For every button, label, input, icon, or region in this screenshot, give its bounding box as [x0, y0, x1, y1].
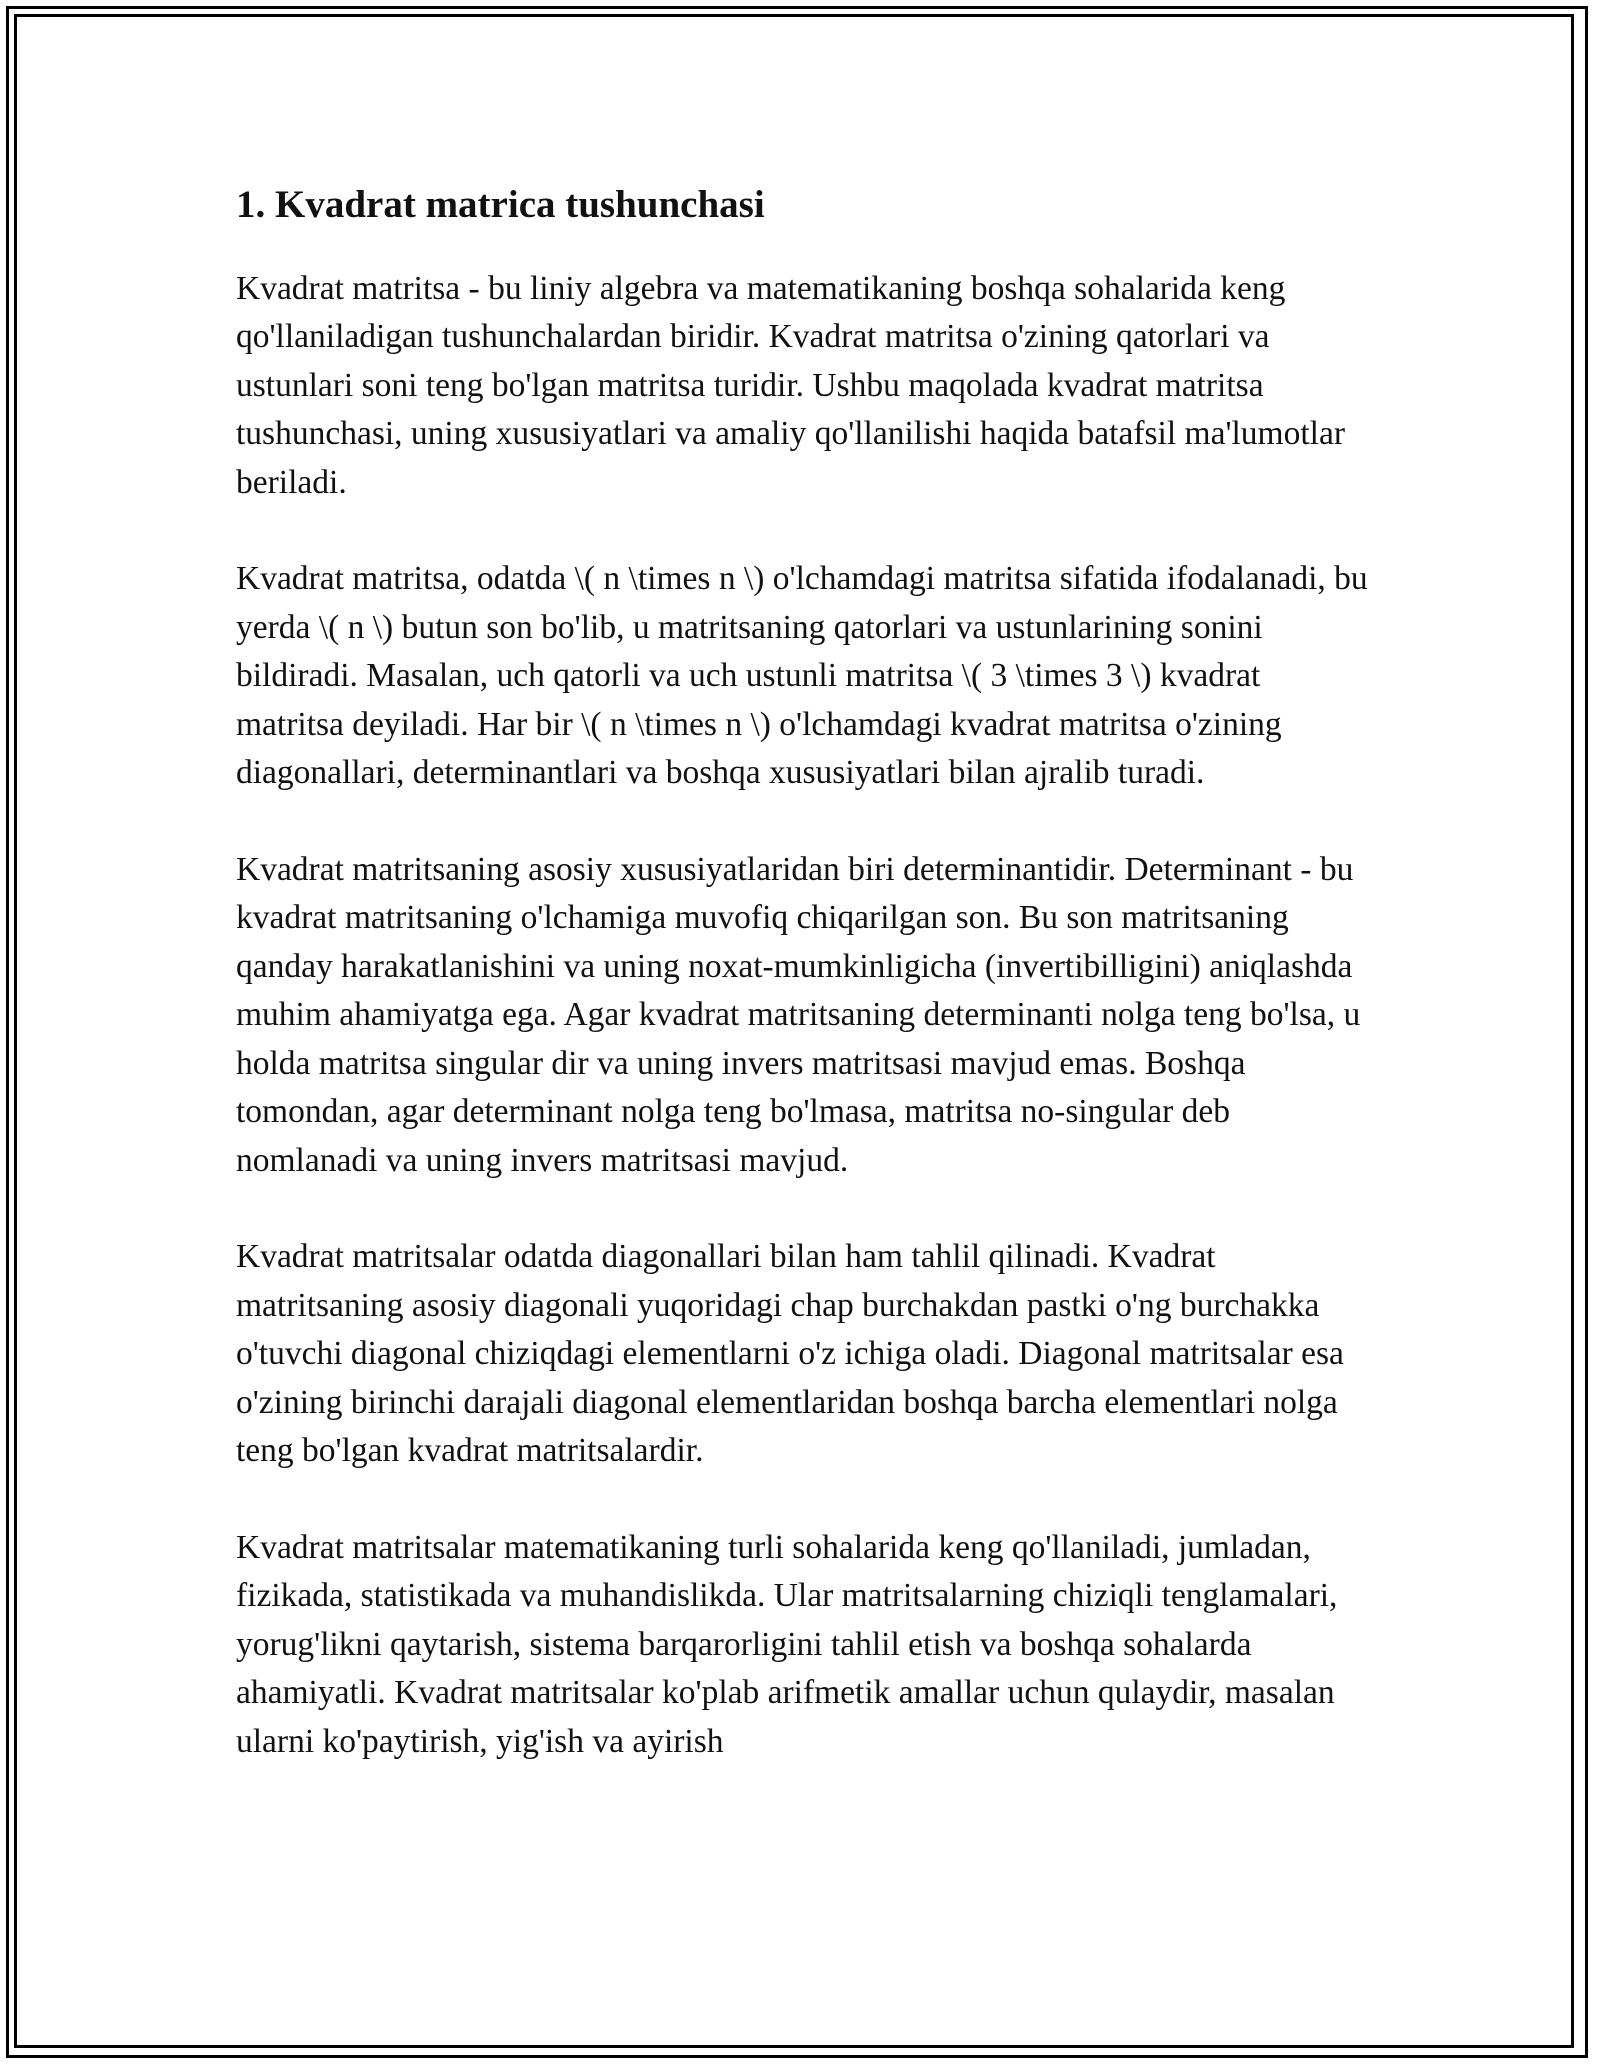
- page-title: 1. Kvadrat matrica tushunchasi: [236, 183, 765, 226]
- paragraph-determinant: Kvadrat matritsaning asosiy xususiyatlaridan biri determinantidir. Determinant - bu kvadrat matritsaning o'lchamiga muvofiq chiqarilgan son. Bu son matritsaning qanday harakatlanishini va uning noxat-mumkinligicha (invertibilligini) aniqlashda muhim ahamiyatga ega. Agar kvadrat matritsaning determinanti nolga teng bo'lsa, u holda matritsa singular dir va uning invers matritsasi mavjud emas. Boshqa tomondan, agar determinant nolga teng bo'lmasa, matritsa no-singular deb nomlanadi va uning invers matritsasi mavjud.: [236, 850, 1361, 1179]
- paragraph-diagonals: Kvadrat matritsalar odatda diagonallari bilan ham tahlil qilinadi. Kvadrat matritsaning asosiy diagonali yuqoridagi chap burchakdan pastki o'ng burchakka o'tuvchi diagonal chiziqdagi elementlarni o'z ichiga oladi. Diagonal matritsalar esa o'zining birinchi darajali diagonal elementlaridan boshqa barcha elementlari nolga teng bo'lgan kvadrat matritsalardir.: [236, 1238, 1344, 1470]
- document-body: [236, 180, 1376, 1814]
- paragraph-intro: Kvadrat matritsa - bu liniy algebra va matematikaning boshqa sohalarida keng qo'llaniladigan tushunchalardan biridir. Kvadrat matritsa o'zining qatorlari va ustunlari soni teng bo'lgan matritsa turidir. Ushbu maqolada kvadrat matritsa tushunchasi, uning xususiyatlari va amaliy qo'llanilishi haqida batafsil ma'lumotlar beriladi.: [236, 269, 1345, 501]
- paragraph-definition: Kvadrat matritsa, odatda \( n \times n \) o'lchamdagi matritsa sifatida ifodalanadi, bu yerda \( n \) butun son bo'lib, u matritsaning qatorlari va ustunlarining sonini bildiradi. Masalan, uch qatorli va uch ustunli matritsa \( 3 \times 3 \) kvadrat matritsa deyiladi. Har bir \( n \times n \) o'lchamdagi kvadrat matritsa o'zining diagonallari, determinantlari va boshqa xususiyatlari bilan ajralib turadi.: [236, 560, 1368, 792]
- paragraph-applications: Kvadrat matritsalar matematikaning turli sohalarida keng qo'llaniladi, jumladan, fizikada, statistikada va muhandislikda. Ular matritsalarning chiziqli tenglamalari, yorug'likni qaytarish, sistema barqarorligini tahlil etish va boshqa sohalarda ahamiyatli. Kvadrat matritsalar ko'plab arifmetik amallar uchun qulaydir, masalan ularni ko'paytirish, yig'ish va ayirish: [236, 1528, 1338, 1760]
